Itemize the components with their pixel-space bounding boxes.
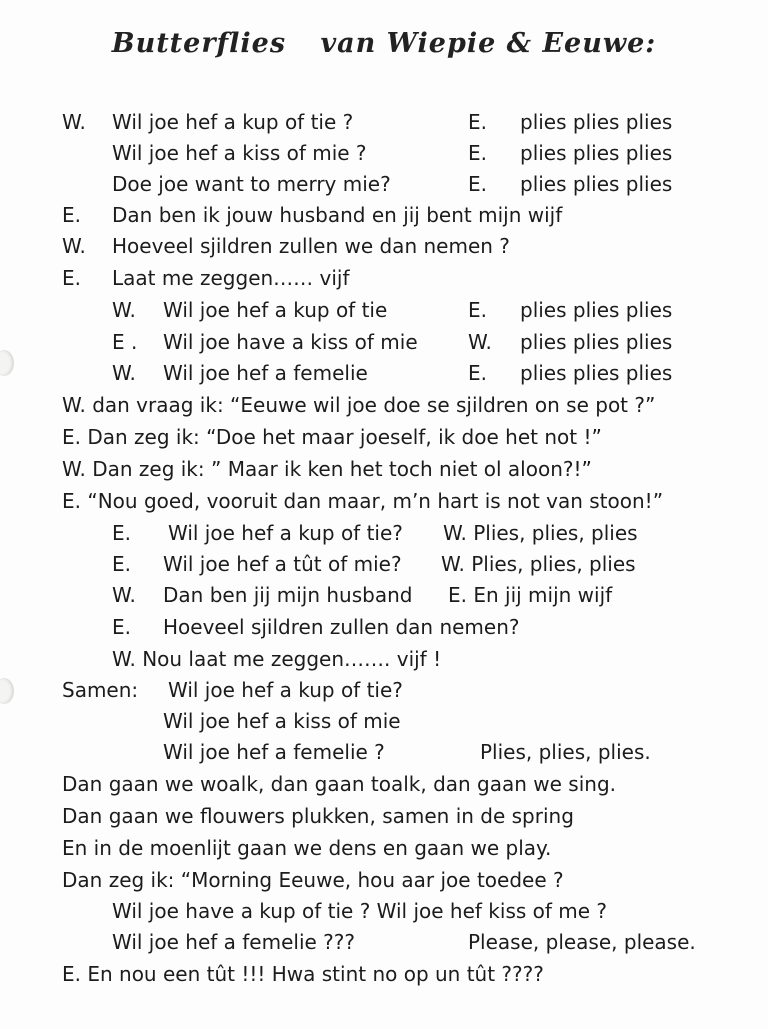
verse-line: En in de moenlijt gaan we dens en gaan we play. <box>62 836 552 860</box>
speaker-label: E. <box>112 615 131 639</box>
verse-response: E. En jij mijn wijf <box>448 583 613 607</box>
punch-hole <box>0 350 14 376</box>
verse-line: E. Dan zeg ik: “Doe het maar joeself, ik doe het not !” <box>62 425 602 449</box>
speaker-label: E. <box>62 203 81 227</box>
verse-line: W. dan vraag ik: “Eeuwe wil joe doe se sjildren on se pot ?” <box>62 393 656 417</box>
verse-line: Wil joe hef a kup of tie ? <box>112 110 354 134</box>
speaker-label: E. <box>468 110 487 134</box>
punch-hole <box>0 678 14 704</box>
verse-line: Wil joe hef a femelie <box>163 361 368 385</box>
verse-line: Wil joe have a kup of tie ? Wil joe hef kiss of me ? <box>112 899 608 923</box>
verse-line: Wil joe hef a femelie ? <box>163 740 385 764</box>
verse-line: Laat me zeggen…… vijf <box>112 266 350 290</box>
verse-line: Dan ben jij mijn husband <box>163 583 413 607</box>
verse-response: plies plies plies <box>520 361 673 385</box>
verse-response: Please, please, please. <box>468 930 696 954</box>
verse-line: Wil joe hef a kup of tie? <box>168 678 403 702</box>
verse-line: Hoeveel sjildren zullen we dan nemen ? <box>112 234 510 258</box>
verse-line: Dan zeg ik: “Morning Eeuwe, hou aar joe toedee ? <box>62 868 564 892</box>
verse-line: E. En nou een tût !!! Hwa stint no op un tût ???? <box>62 962 544 986</box>
verse-response: W. Plies, plies, plies <box>443 521 638 545</box>
speaker-label: W. <box>112 583 136 607</box>
verse-line: Dan ben ik jouw husband en jij bent mijn wijf <box>112 203 563 227</box>
verse-response: plies plies plies <box>520 110 673 134</box>
verse-response: plies plies plies <box>520 172 673 196</box>
speaker-label: W. <box>62 110 86 134</box>
verse-response: plies plies plies <box>520 141 673 165</box>
verse-line: W. Nou laat me zeggen……. vijf ! <box>112 647 442 671</box>
speaker-label: E . <box>112 330 138 354</box>
speaker-label: E. <box>62 266 81 290</box>
verse-response: plies plies plies <box>520 298 673 322</box>
speaker-label: E. <box>112 552 131 576</box>
verse-line: Wil joe hef a kiss of mie <box>163 709 401 733</box>
verse-line: Wil joe hef a femelie ??? <box>112 930 356 954</box>
speaker-label: W. <box>112 361 136 385</box>
title-part-2: van Wiepie & Eeuwe: <box>320 28 657 59</box>
speaker-label: Samen: <box>62 678 139 702</box>
verse-line: E. “Nou goed, vooruit dan maar, m’n hart is not van stoon!” <box>62 489 664 513</box>
page-title <box>0 28 768 59</box>
verse-line: Dan gaan we woalk, dan gaan toalk, dan gaan we sing. <box>62 772 617 796</box>
verse-line: Wil joe hef a kiss of mie ? <box>112 141 367 165</box>
verse-line: Wil joe have a kiss of mie <box>163 330 418 354</box>
title-part-1: Butterflies <box>111 28 287 59</box>
speaker-label: W. <box>112 298 136 322</box>
speaker-label: E. <box>468 172 487 196</box>
verse-line: Dan gaan we flouwers plukken, samen in de spring <box>62 804 574 828</box>
speaker-label: E. <box>468 361 487 385</box>
speaker-label: W. <box>62 234 86 258</box>
speaker-label: W. <box>468 330 492 354</box>
verse-line: W. Dan zeg ik: ” Maar ik ken het toch niet ol aloon?!” <box>62 457 592 481</box>
speaker-label: E. <box>468 141 487 165</box>
verse-line: Wil joe hef a kup of tie <box>163 298 388 322</box>
speaker-label: E. <box>112 521 131 545</box>
verse-response: W. Plies, plies, plies <box>441 552 636 576</box>
verse-response: Plies, plies, plies. <box>480 740 651 764</box>
verse-response: plies plies plies <box>520 330 673 354</box>
verse-line: Wil joe hef a tût of mie? <box>163 552 402 576</box>
verse-line: Doe joe want to merry mie? <box>112 172 391 196</box>
verse-line: Hoeveel sjildren zullen dan nemen? <box>163 615 520 639</box>
speaker-label: E. <box>468 298 487 322</box>
verse-line: Wil joe hef a kup of tie? <box>168 521 403 545</box>
